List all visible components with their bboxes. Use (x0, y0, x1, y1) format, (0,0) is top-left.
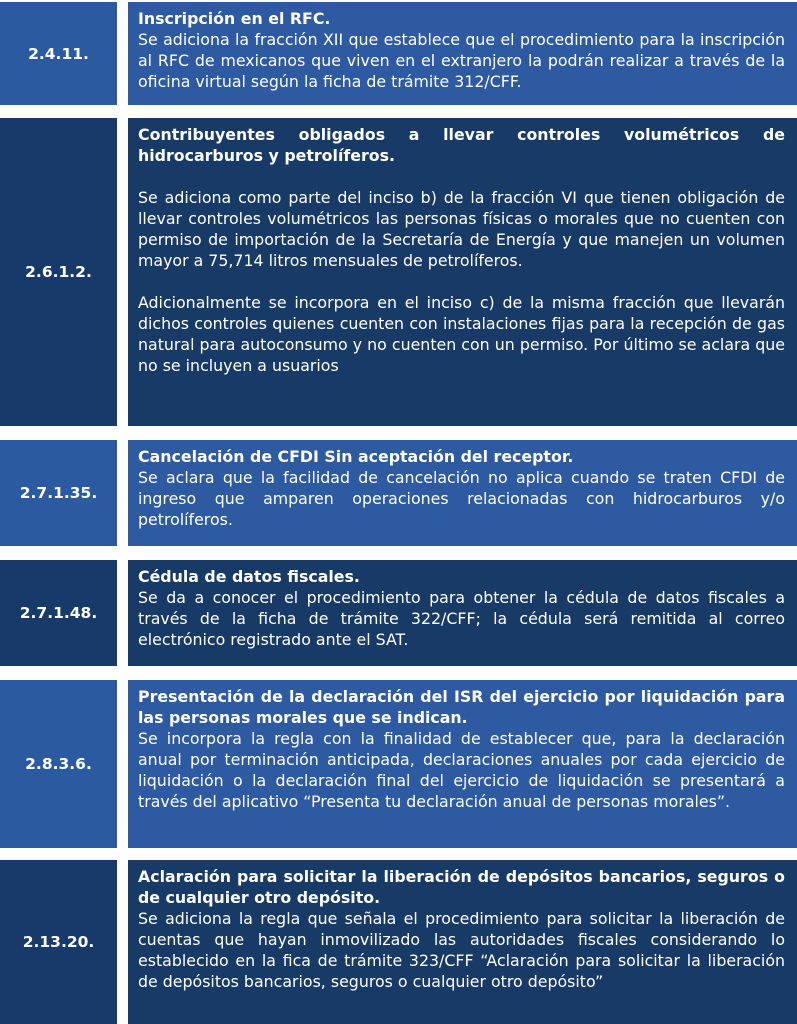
rule-panel (128, 560, 797, 666)
rule-code: 2.7.1.35. (0, 440, 117, 546)
rule-title: Cédula de datos fiscales. (138, 567, 360, 586)
rule-code: 2.8.3.6. (0, 680, 117, 848)
rule-title: Cancelación de CFDI Sin aceptación del receptor. (138, 447, 574, 466)
rule-row-2-4-11 (0, 2, 797, 105)
rule-code: 2.13.20. (0, 860, 117, 1024)
rule-code: 2.4.11. (0, 2, 117, 105)
rule-title: Inscripción en el RFC. (138, 9, 331, 28)
rule-code: 2.6.1.2. (0, 118, 117, 426)
rule-panel (128, 118, 797, 426)
rule-panel (128, 680, 797, 848)
rule-description-continued: Adicionalmente se incorpora en el inciso c) de la misma fracción que llevarán dichos controles quienes cuenten con instalaciones fijas para la recepción de gas natural para autoconsumo y no cuenten con un permiso. Por último se aclara que no se incluyen a usuarios (138, 293, 785, 375)
rule-panel (128, 860, 797, 1024)
rule-description: Se adiciona la fracción XII que establece que el procedimiento para la inscripción al RFC de mexicanos que viven en el extranjero la podrán realizar a través de la oficina virtual según la ficha de trámite 312/CFF. (138, 30, 785, 91)
rule-description: Se incorpora la regla con la finalidad de establecer que, para la declaración anual por terminación anticipada, declaraciones anuales por cada ejercicio de liquidación o la declaración final del ejercicio de liquidación se presentará a través del aplicativo “Presenta tu declaración anual de personas morales”. (138, 729, 785, 811)
rule-description: Se adiciona la regla que señala el procedimiento para solicitar la liberación de cuentas que hayan inmovilizado las autoridades fiscales considerando lo establecido en la fica de trámite 323/CFF “Aclaración para solicitar la liberación de depósitos bancarios, seguros o cualquier otro depósito” (138, 909, 785, 991)
rule-row-2-13-20 (0, 860, 797, 1024)
rule-title: Contribuyentes obligados a llevar controles volumétricos de hidrocarburos y petrolíferos. (138, 125, 785, 165)
rule-row-2-6-1-2 (0, 118, 797, 426)
rule-title: Presentación de la declaración del ISR del ejercicio por liquidación para las personas morales que se indican. (138, 687, 785, 727)
rule-code: 2.7.1.48. (0, 560, 117, 666)
rule-description: Se da a conocer el procedimiento para obtener la cédula de datos fiscales a través de la ficha de trámite 322/CFF; la cédula será remitida al correo electrónico registrado ante el SAT. (138, 588, 785, 649)
rule-panel (128, 440, 797, 546)
rule-description: Se adiciona como parte del inciso b) de la fracción VI que tienen obligación de llevar controles volumétricos las personas físicas o morales que no cuenten con permiso de importación de la Secretaría de Energía y que manejen un volumen mayor a 75,714 litros mensuales de petrolíferos. (138, 188, 785, 270)
rule-description: Se aclara que la facilidad de cancelación no aplica cuando se traten CFDI de ingreso que amparen operaciones relacionadas con hidrocarburos y/o petrolíferos. (138, 468, 785, 529)
rule-row-2-7-1-35 (0, 440, 797, 546)
rule-row-2-7-1-48 (0, 560, 797, 666)
rule-title: Aclaración para solicitar la liberación de depósitos bancarios, seguros o de cualquier otro depósito. (138, 867, 785, 907)
rule-row-2-8-3-6 (0, 680, 797, 848)
rule-panel (128, 2, 797, 105)
